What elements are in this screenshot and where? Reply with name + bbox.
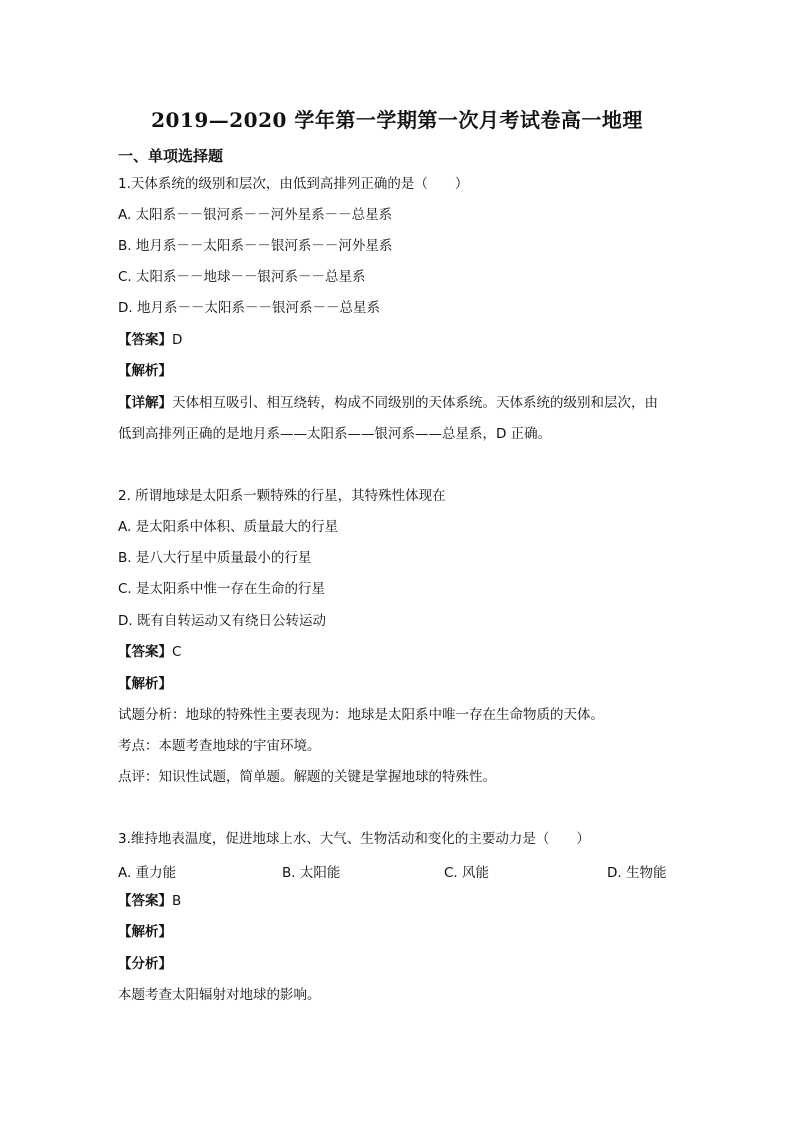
detail-tag: 【详解】: [118, 395, 172, 411]
q2-option-c: C. 是太阳系中惟一存在生命的行星: [118, 581, 326, 597]
q2-analysis-line1: 试题分析：地球的特殊性主要表现为：地球是太阳系中唯一存在生命物质的天体。: [118, 707, 604, 723]
q1-detail-line1: [118, 393, 658, 413]
detail-text: 天体相互吸引、相互绕转，构成不同级别的天体系统。天体系统的级别和层次，由: [172, 395, 658, 411]
answer-tag: 【答案】: [118, 332, 172, 348]
page-title: 2019—2020 学年第一学期第一次月考试卷高一地理: [151, 108, 643, 132]
answer-tag: 【答案】: [118, 893, 172, 909]
q2-option-b: B. 是八大行星中质量最小的行星: [118, 550, 312, 566]
q3-fenxi-tag: 【分析】: [118, 956, 172, 972]
q3-stem: 3.维持地表温度，促进地球上水、大气、生物活动和变化的主要动力是（ ）: [118, 831, 590, 847]
answer-value: B: [172, 893, 182, 909]
q2-analysis-line2: 考点：本题考查地球的宇宙环境。: [118, 738, 321, 754]
q1-stem: 1.天体系统的级别和层次，由低到高排列正确的是（ ）: [118, 176, 469, 192]
q3-fenxi-text: 本题考查太阳辐射对地球的影响。: [118, 987, 321, 1003]
q2-answer: [118, 642, 181, 662]
section-heading: 一、单项选择题: [118, 147, 224, 165]
q3-answer: [118, 891, 181, 911]
q2-analysis-line3: 点评：知识性试题，简单题。解题的关键是掌握地球的特殊性。: [118, 769, 496, 785]
q1-analysis-tag: 【解析】: [118, 363, 172, 379]
q2-stem: 2. 所谓地球是太阳系一颗特殊的行星，其特殊性体现在: [118, 488, 446, 504]
answer-value: C: [172, 644, 182, 660]
q1-detail-line2: 低到高排列正确的是地月系——太阳系——银河系——总星系，D 正确。: [118, 426, 552, 442]
q3-option-d: D. 生物能: [607, 865, 667, 881]
q2-option-d: D. 既有自转运动又有绕日公转运动: [118, 613, 326, 629]
answer-value: D: [172, 332, 183, 348]
q1-option-b: B. 地月系－－太阳系－－银河系－－河外星系: [118, 238, 393, 254]
q3-option-a: A. 重力能: [118, 865, 177, 881]
q3-option-b: B. 太阳能: [282, 865, 341, 881]
q1-option-c: C. 太阳系－－地球－－银河系－－总星系: [118, 269, 366, 285]
q2-option-a: A. 是太阳系中体积、质量最大的行星: [118, 519, 339, 535]
q1-answer: [118, 330, 182, 350]
q2-analysis-tag: 【解析】: [118, 676, 172, 692]
q1-option-d: D. 地月系－－太阳系－－银河系－－总星系: [118, 300, 380, 316]
q3-analysis-tag: 【解析】: [118, 924, 172, 940]
q3-option-c: C. 风能: [444, 865, 490, 881]
q1-option-a: A. 太阳系－－银河系－－河外星系－－总星系: [118, 207, 393, 223]
answer-tag: 【答案】: [118, 644, 172, 660]
